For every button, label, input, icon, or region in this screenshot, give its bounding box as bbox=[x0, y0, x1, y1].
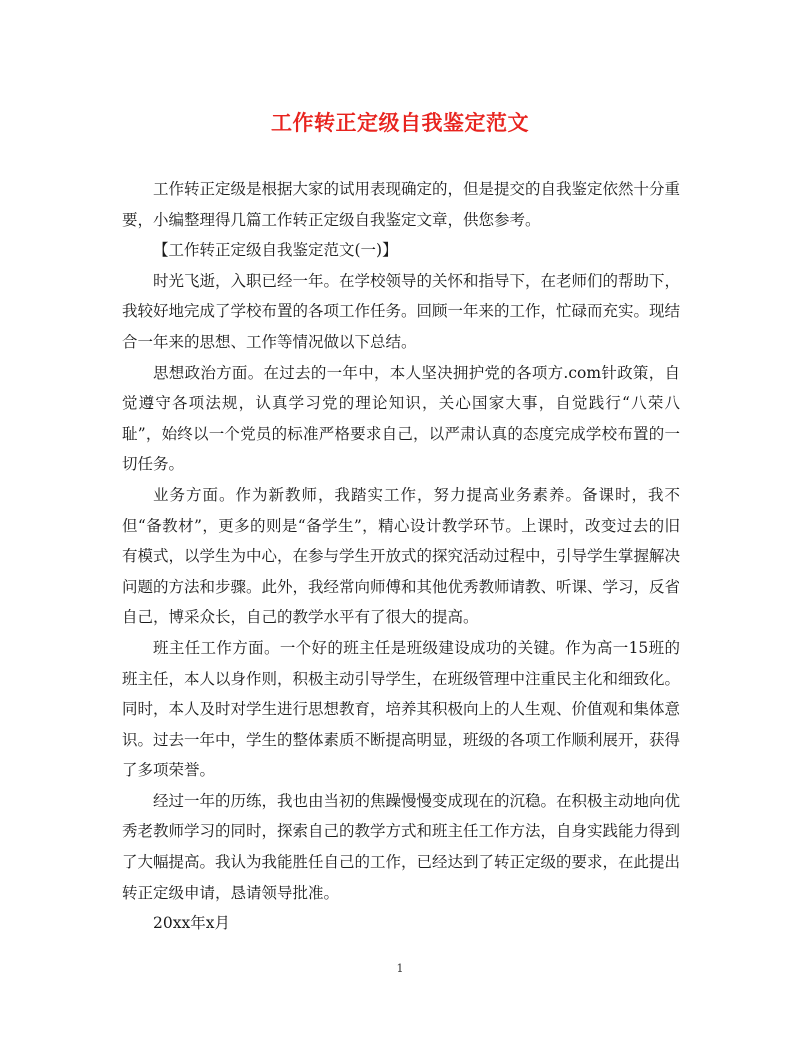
section-heading: 【工作转正定级自我鉴定范文(一)】 bbox=[153, 241, 398, 260]
intro-paragraph: 工作转正定级是根据大家的试用表现确定的，但是提交的自我鉴定依然十分重要，小编整理得几篇工作转正定级自我鉴定文章，供您参考。 bbox=[122, 180, 681, 229]
document-body bbox=[122, 174, 680, 939]
paragraph-opening: 时光飞逝，入职已经一年。在学校领导的关怀和指导下，在老师们的帮助下，我较好地完成了学校布置的各项工作任务。回顾一年来的工作，忙碌而充实。现结合一年来的思想、工作等情况做以下总结。 bbox=[122, 271, 681, 351]
date-line: 20xx年x月 bbox=[153, 914, 230, 933]
document-title: 工作转正定级自我鉴定范文 bbox=[271, 110, 529, 135]
paragraph-professional: 业务方面。作为新教师，我踏实工作，努力提高业务素养。备课时，我不但“备教材”，更多的则是“备学生”，精心设计教学环节。上课时，改变过去的旧有模式，以学生为中心，在参与学生开放式的探究活动过程中，引导学生掌握解决问题的方法和步骤。此外，我经常向师傅和其他优秀教师请教、听课、学习，反省自己，博采众长，自己的教学水平有了很大的提高。 bbox=[122, 485, 681, 627]
paragraph-class-teacher: 班主任工作方面。一个好的班主任是班级建设成功的关键。作为高一15班的班主任，本人以身作则，积极主动引导学生，在班级管理中注重民主化和细致化。同时，本人及时对学生进行思想教育，培养其积极向上的人生观、价值观和集体意识。过去一年中，学生的整体素质不断提高明显，班级的各项工作顺利展开，获得了多项荣誉。 bbox=[122, 638, 681, 780]
paragraph-conclusion: 经过一年的历练，我也由当初的焦躁慢慢变成现在的沉稳。在积极主动地向优秀老教师学习的同时，探索自己的教学方式和班主任工作方法，自身实践能力得到了大幅提高。我认为我能胜任自己的工作，已经达到了转正定级的要求，在此提出转正定级申请，恳请领导批准。 bbox=[122, 791, 681, 902]
page-number: 1 bbox=[396, 962, 404, 975]
paragraph-political: 思想政治方面。在过去的一年中，本人坚决拥护党的各项方.com针政策，自觉遵守各项法规，认真学习党的理论知识，关心国家大事，自觉践行“八荣八耻”，始终以一个党员的标准严格要求自己，以严肃认真的态度完成学校布置的一切任务。 bbox=[122, 363, 680, 474]
